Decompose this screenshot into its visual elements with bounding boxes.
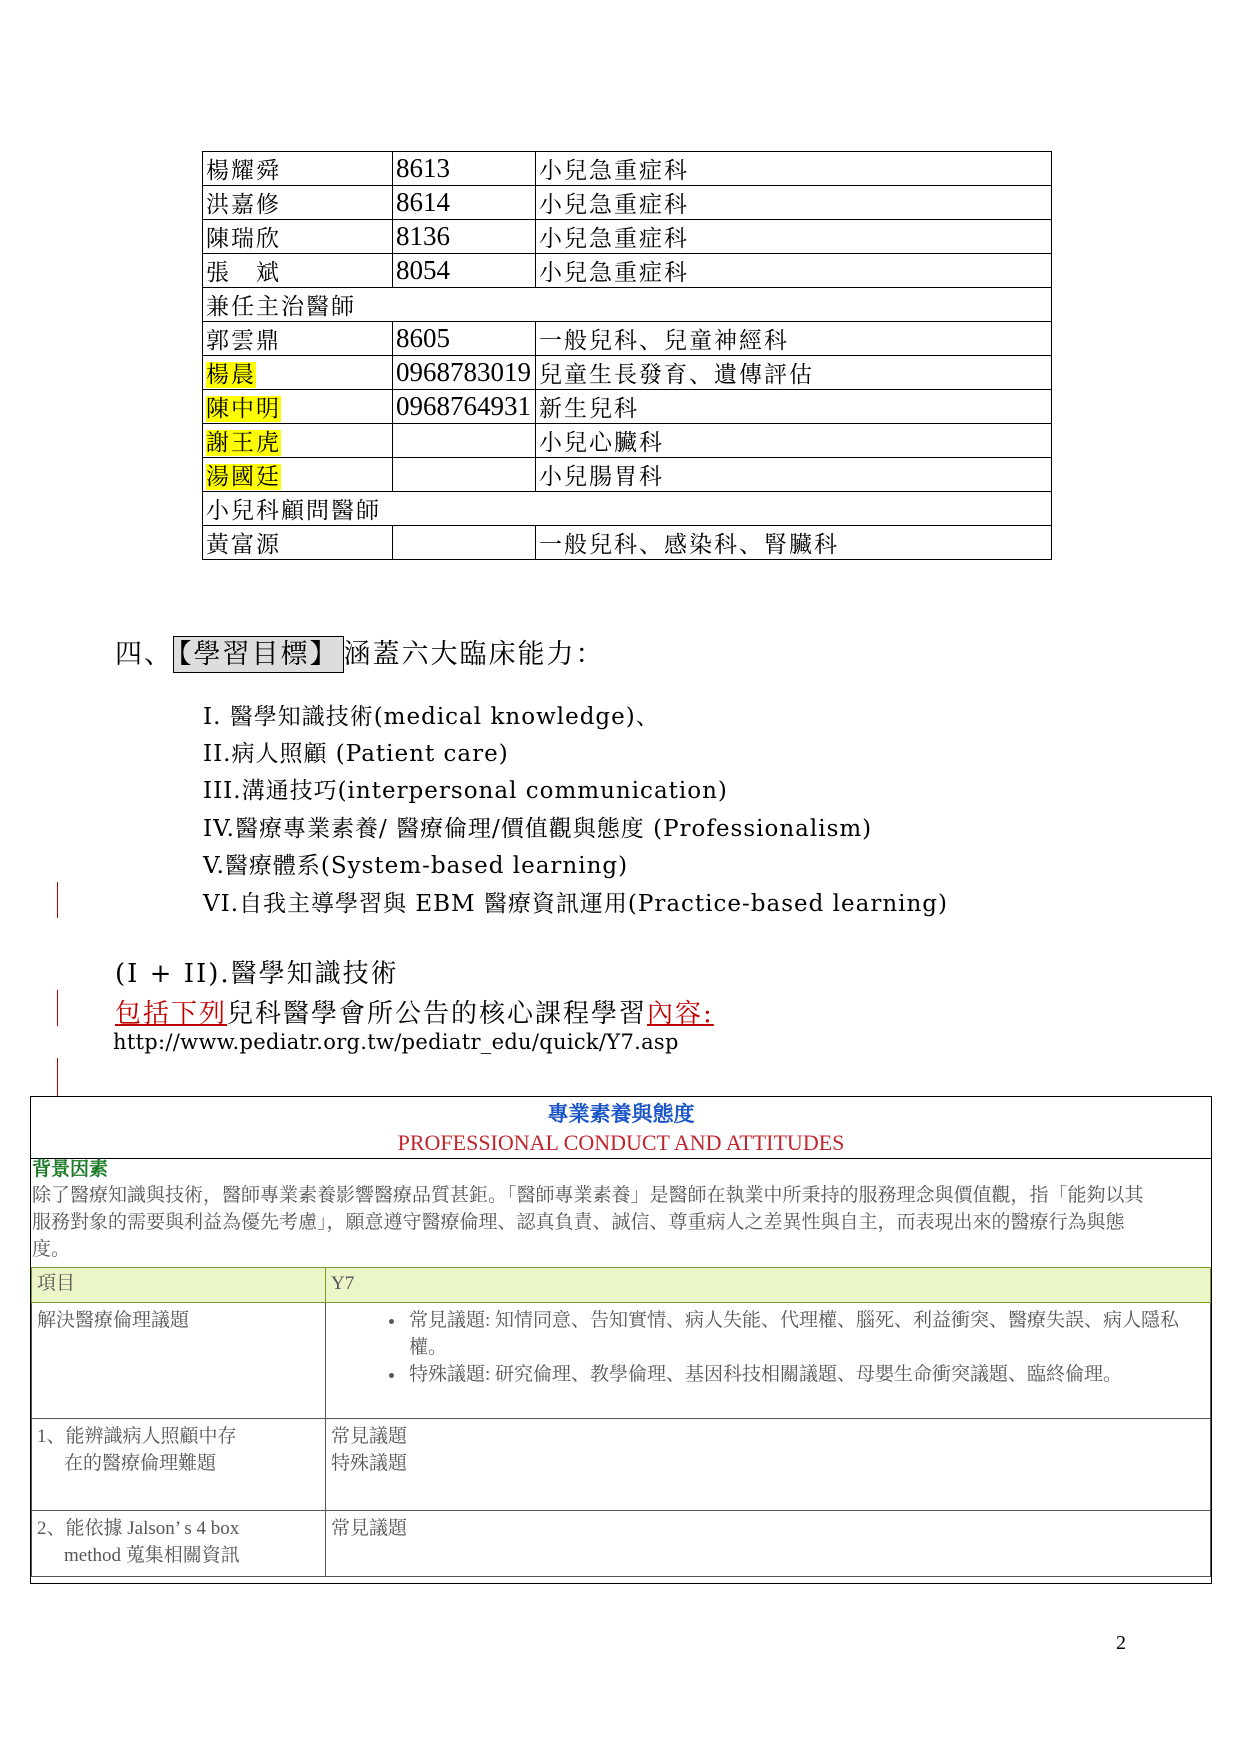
- item-cell: 解決醫療倫理議題: [32, 1303, 326, 1419]
- objective-item: IV.醫療專業素養/ 醫療倫理/價值觀與態度 (Professionalism): [203, 816, 873, 842]
- part-time-header: 兼任主治醫師: [203, 288, 1052, 322]
- subheading: (I + II).醫學知識技術: [115, 959, 399, 989]
- staff-specialty: 兒童生長發育、遺傳評估: [536, 356, 1052, 390]
- item-line: method 蒐集相關資訊: [64, 1545, 240, 1566]
- staff-name: [203, 424, 393, 458]
- staff-ext: 0968764931: [393, 390, 536, 424]
- table-row: [203, 152, 1052, 186]
- value-line: 常見議題: [331, 1518, 408, 1539]
- staff-name: [203, 390, 393, 424]
- table-row: [32, 1511, 1211, 1577]
- item-line: 2、能依據 Jalson’ s 4 box: [37, 1518, 240, 1539]
- highlighted-name: 楊晨: [206, 362, 256, 388]
- staff-ext: 8605: [393, 322, 536, 356]
- table-row: [203, 356, 1052, 390]
- staff-name: 陳瑞欣: [203, 220, 393, 254]
- highlighted-name: 謝王虎: [206, 430, 281, 456]
- staff-specialty: 新生兒科: [536, 390, 1052, 424]
- staff-name: 張 斌: [203, 254, 393, 288]
- staff-ext: [393, 424, 536, 458]
- staff-ext: [393, 526, 536, 560]
- table-row: [203, 220, 1052, 254]
- staff-ext: 8614: [393, 186, 536, 220]
- staff-specialty: 一般兒科、感染科、腎臟科: [536, 526, 1052, 560]
- staff-name: 洪嘉修: [203, 186, 393, 220]
- staff-ext: 0968783019: [393, 356, 536, 390]
- item-cell: [32, 1419, 326, 1511]
- objective-item: II.病人照顧 (Patient care): [203, 741, 509, 767]
- section-suffix: 涵蓋六大臨床能力：: [343, 639, 605, 670]
- value-line: 常見議題: [331, 1426, 408, 1447]
- title-chinese: 專業素養與態度: [547, 1102, 695, 1126]
- column-header: Y7: [326, 1268, 1211, 1303]
- staff-ext: 8054: [393, 254, 536, 288]
- background-section: [31, 1158, 1211, 1267]
- group-header-row: [203, 492, 1052, 526]
- table-row: [32, 1419, 1211, 1511]
- revision-bar: [57, 882, 58, 918]
- objective-item: VI.自我主導學習與 EBM 醫療資訊運用(Practice-based learning): [203, 891, 949, 917]
- column-header: 項目: [32, 1268, 326, 1303]
- header-row: [32, 1268, 1211, 1303]
- staff-name: 郭雲鼎: [203, 322, 393, 356]
- staff-specialty: 小兒心臟科: [536, 424, 1052, 458]
- revised-text: 包括下列: [115, 999, 228, 1029]
- professional-conduct-table: [30, 1096, 1212, 1584]
- highlighted-name: 陳中明: [206, 396, 281, 422]
- staff-specialty: 一般兒科、兒童神經科: [536, 322, 1052, 356]
- curriculum-url[interactable]: http://www.pediatr.org.tw/pediatr_edu/quick/Y7.asp: [113, 1030, 679, 1054]
- revision-bar: [57, 990, 58, 1026]
- list-item: • 常見議題: 知情同意、告知實情、病人失能、代理權、腦死、利益衝突、醫療失誤、病人隱私權。: [406, 1307, 1205, 1361]
- staff-ext: [393, 458, 536, 492]
- value-cell: [326, 1303, 1211, 1419]
- core-curriculum-line: [115, 993, 714, 1030]
- table-title: [31, 1097, 1211, 1159]
- consultant-header: 小兒科顧問醫師: [203, 492, 1052, 526]
- table-row: [203, 424, 1052, 458]
- competency-table: [31, 1267, 1211, 1577]
- table-row: [203, 322, 1052, 356]
- table-row: [203, 458, 1052, 492]
- objective-item: V.醫療體系(System-based learning): [203, 853, 629, 879]
- item-cell: [32, 1511, 326, 1577]
- table-row: [203, 186, 1052, 220]
- list-item: • 特殊議題: 研究倫理、教學倫理、基因科技相關議題、母嬰生命衝突議題、臨終倫理。: [406, 1361, 1205, 1388]
- value-cell: [326, 1511, 1211, 1577]
- staff-specialty: 小兒急重症科: [536, 186, 1052, 220]
- objective-item: I. 醫學知識技術(medical knowledge)、: [203, 704, 660, 730]
- highlighted-name: 湯國廷: [206, 464, 281, 490]
- group-header-row: [203, 288, 1052, 322]
- core-text: 兒科醫學會所公告的核心課程學習: [227, 999, 648, 1029]
- boxed-heading: 【學習目標】: [173, 636, 344, 673]
- item-line: 在的醫療倫理難題: [64, 1453, 217, 1474]
- background-text: 除了醫療知識與技術，醫師專業素養影響醫療品質甚鉅。「醫師專業素養」是醫師在執業中所秉持的服務理念與價值觀，指「能夠以其服務對象的需要與利益為優先考慮」，願意遵守醫療倫理、認真負責、誠信、尊重病人之差異性與自主，而表現出來的醫療行為與態度。: [32, 1185, 1144, 1260]
- staff-specialty: 小兒急重症科: [536, 152, 1052, 186]
- staff-ext: 8613: [393, 152, 536, 186]
- revision-bar: [57, 1058, 58, 1096]
- staff-specialty: 小兒急重症科: [536, 254, 1052, 288]
- section-heading: [115, 632, 605, 671]
- staff-ext: 8136: [393, 220, 536, 254]
- staff-table: [202, 151, 1052, 560]
- table-row: [32, 1303, 1211, 1419]
- issue-list: [331, 1307, 1205, 1388]
- page-number: 2: [1116, 1632, 1126, 1654]
- value-cell: [326, 1419, 1211, 1511]
- title-english: PROFESSIONAL CONDUCT AND ATTITUDES: [397, 1130, 845, 1155]
- objective-item: III.溝通技巧(interpersonal communication): [203, 778, 728, 804]
- table-row: [203, 390, 1052, 424]
- revised-text: 內容:: [647, 999, 714, 1029]
- value-line: 特殊議題: [331, 1453, 408, 1474]
- section-prefix: 四、: [115, 639, 173, 670]
- table-row: [203, 254, 1052, 288]
- staff-name: [203, 458, 393, 492]
- item-line: 1、能辨識病人照顧中存: [37, 1426, 237, 1447]
- staff-specialty: 小兒腸胃科: [536, 458, 1052, 492]
- staff-name: [203, 356, 393, 390]
- background-title: 背景因素: [32, 1159, 109, 1180]
- staff-specialty: 小兒急重症科: [536, 220, 1052, 254]
- staff-name: 楊耀舜: [203, 152, 393, 186]
- table-row: [203, 526, 1052, 560]
- staff-name: 黃富源: [203, 526, 393, 560]
